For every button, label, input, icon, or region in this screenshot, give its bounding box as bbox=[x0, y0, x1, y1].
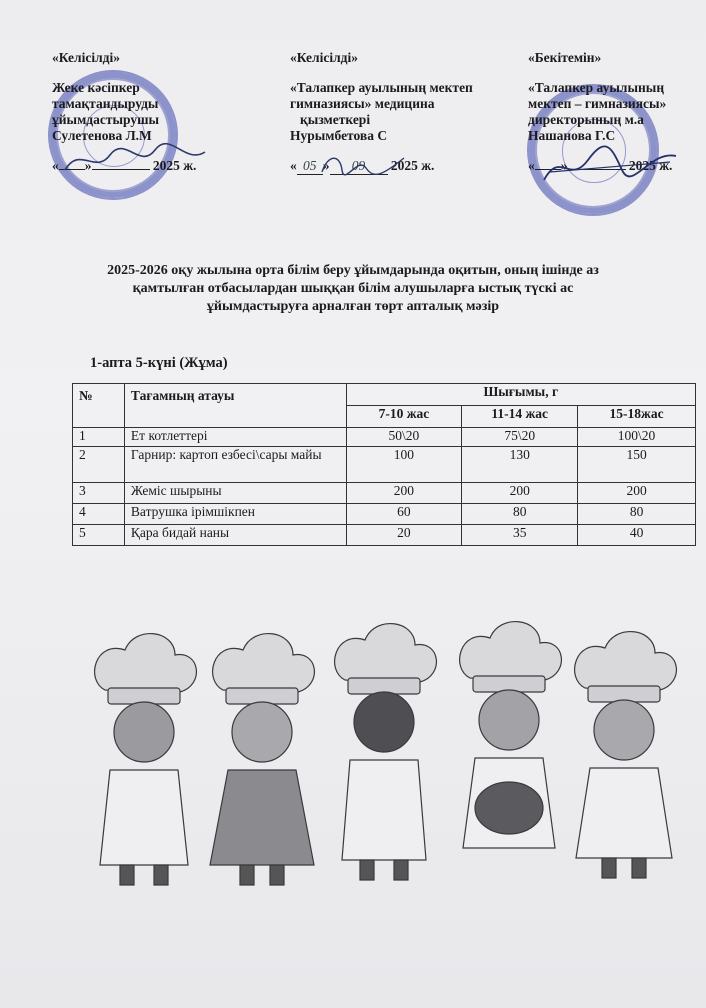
cell-value: 130 bbox=[462, 447, 578, 483]
cell-value: 200 bbox=[462, 483, 578, 504]
approval-left-line: ұйымдастырушы bbox=[52, 112, 160, 127]
table-row bbox=[73, 525, 696, 546]
cell-no: 2 bbox=[73, 447, 125, 483]
cell-value: 100\20 bbox=[578, 428, 696, 447]
approval-right-line: «Талапкер ауылының bbox=[528, 80, 665, 95]
table-row bbox=[73, 447, 696, 483]
chef-kid-illustration bbox=[95, 622, 677, 885]
cell-no: 4 bbox=[73, 504, 125, 525]
title-line: 2025-2026 оқу жылына орта білім беру ұйымдарында оқитын, оның ішінде аз bbox=[107, 263, 599, 278]
approval-left-line: Сулетенова Л.М bbox=[52, 128, 152, 143]
approval-right-line: директорының м.а bbox=[528, 112, 644, 127]
signature-left bbox=[60, 140, 210, 180]
kids-chefs-illustration bbox=[80, 620, 680, 890]
cell-value: 35 bbox=[462, 525, 578, 546]
approval-right-line: Нашанова Г.С bbox=[528, 128, 616, 143]
cell-value: 200 bbox=[578, 483, 696, 504]
cell-value: 50\20 bbox=[346, 428, 462, 447]
cell-no: 3 bbox=[73, 483, 125, 504]
document-title bbox=[40, 262, 666, 316]
cell-value: 20 bbox=[346, 525, 462, 546]
cell-value: 80 bbox=[578, 504, 696, 525]
header-age-group: 7-10 жас bbox=[346, 406, 462, 428]
approval-left-line: тамақтандыруды bbox=[52, 96, 159, 111]
signature-right bbox=[540, 140, 680, 190]
header-age-group: 15-18жас bbox=[578, 406, 696, 428]
header-age-group: 11-14 жас bbox=[462, 406, 578, 428]
title-line: ұйымдастыруға арналған төрт апталық мәзір bbox=[206, 299, 500, 314]
approval-right-heading: «Бекітемін» bbox=[528, 50, 602, 65]
cell-value: 150 bbox=[578, 447, 696, 483]
table-row bbox=[73, 504, 696, 525]
cell-dish: Ет котлеттері bbox=[124, 428, 346, 447]
approval-middle-line: гимназиясы» медицина bbox=[290, 96, 435, 111]
cell-value: 75\20 bbox=[462, 428, 578, 447]
approval-right-line: мектеп – гимназиясы» bbox=[528, 96, 667, 111]
cell-dish: Гарнир: картоп езбесі\сары майы bbox=[124, 447, 346, 483]
week-label: 1-апта 5-күні (Жұма) bbox=[90, 355, 228, 371]
cell-value: 200 bbox=[346, 483, 462, 504]
title-line: қамтылған отбасылардан шыққан білім алушыларға ыстық түскі ас bbox=[132, 281, 574, 296]
cell-no: 5 bbox=[73, 525, 125, 546]
approval-middle-line: Нурымбетова С bbox=[290, 128, 388, 143]
cell-dish: Қара бидай наны bbox=[124, 525, 346, 546]
cell-dish: Жеміс шырыны bbox=[124, 483, 346, 504]
approval-left-heading: «Келісілді» bbox=[52, 50, 120, 65]
approval-middle-line: «Талапкер ауылының мектеп bbox=[290, 80, 473, 95]
header-dish-name: Тағамның атауы bbox=[124, 384, 346, 428]
table-row bbox=[73, 428, 696, 447]
menu-table bbox=[72, 383, 696, 546]
table-row bbox=[73, 483, 696, 504]
cell-value: 100 bbox=[346, 447, 462, 483]
cell-value: 80 bbox=[462, 504, 578, 525]
header-output: Шығымы, г bbox=[346, 384, 695, 406]
approval-left-line: Жеке кәсіпкер bbox=[52, 80, 140, 95]
header-no: № bbox=[73, 384, 125, 428]
table-header-row bbox=[73, 384, 696, 406]
approval-right-date: « » 2025 ж. bbox=[528, 158, 673, 173]
cell-value: 60 bbox=[346, 504, 462, 525]
approval-middle-line: қызметкері bbox=[300, 112, 371, 127]
cell-value: 40 bbox=[578, 525, 696, 546]
approval-middle-heading: «Келісілді» bbox=[290, 50, 358, 65]
approval-middle-date: « 05 » 09 2025 ж. bbox=[290, 158, 435, 173]
cell-dish: Ватрушка ірімшікпен bbox=[124, 504, 346, 525]
approval-left-date: « » 2025 ж. bbox=[52, 158, 197, 173]
cell-no: 1 bbox=[73, 428, 125, 447]
signature-middle bbox=[318, 148, 408, 182]
